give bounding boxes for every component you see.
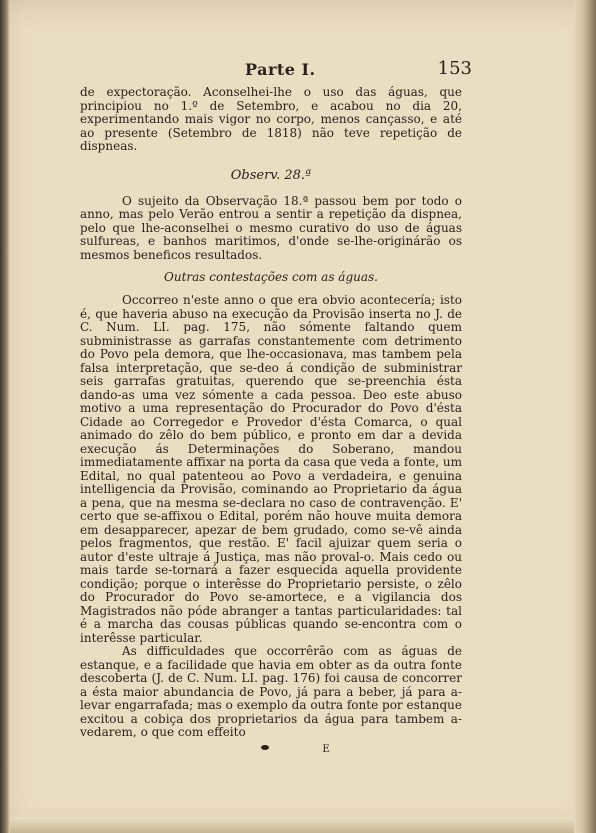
paragraph-1: de expectoração. Aconselhei-lhe o uso das águas, que principiou no 1.º de Setembro, e acabou no dia 20, experimentando mais vigor no corpo, menos cançasso, e até ao presente (Setembro de 1818) não teve repetição de dispneas. xyxy=(80,85,462,153)
page-right-edge xyxy=(574,0,596,833)
ink-dot xyxy=(261,745,269,750)
paragraph-3: Occorreo n'este anno o que era obvio acontecería; isto é, que haveria abuso na execução da Provisão inserta no J. de C. Num. LI. pag. 175, não sómente faltando quem subministrasse as garrafas constantemente com detrimento do Povo pela demora, que lhe-occasionava, mas tambem pela falsa interpretação, que se-deo á condição de subministrar seis garrafas gratuitas, querendo que se-preenchia ésta dando-as uma vez sómente a cada pessoa. Deo este abuso motivo a uma representação do Procurador do Povo d'ésta Cidade ao Corregedor e Provedor d'ésta Comarca, o qual animado do zêlo do bem público, e pronto em dar a devida execução ás Determinações do Soberano, mandou immediatamente affixar na porta da casa que veda a fonte, um Edital, no qual patenteou ao Povo a verdadeira, e genuina intelligencia da Provisão, cominando ao Proprietario da água a pena, que na mesma se-declara no caso de contravenção. E' certo que se-affixou o Edital, porém não houve muita demora em desapparecer, apezar de bem grudado, como se-vê ainda pelos fragmentos, que restão. E' facil ajuizar quem seria o autor d'este ultraje á Justiça, mas não proval-o. Mais cedo ou mais tarde se-tornará a fazer esquecida aquella providente condição; porque o interêsse do Proprietario persiste, o zêlo do Procurador do Povo se-amortece, e a vigilancia dos Magistrados não póde abranger a tantas particularidades: tal é a marcha das cousas públicas quando se-encontra com o interêsse particular. xyxy=(80,293,462,645)
page-bottom-edge xyxy=(10,817,574,833)
running-title: Parte I. xyxy=(245,60,316,79)
text-block xyxy=(80,58,472,755)
paragraph-4: As difficuldades que occorrêrão com as águas de estanque, e a facilidade que havia em obter as da outra fonte descoberta (J. de C. Num. LI. pag. 176) foi causa de concorrer a ésta maior abundancia de Povo, já para a beber, já para a-levar engarrafada; mas o exemplo da outra fonte por estanque excitou a cobiça dos proprietarios da água para tambem a-vedarem, o que com effeito xyxy=(80,644,462,739)
page-header xyxy=(80,58,472,86)
observation-heading: Observ. 28.ª xyxy=(230,167,312,183)
signature-mark: E xyxy=(322,743,330,755)
page-left-edge xyxy=(0,0,10,833)
paragraph-2: O sujeito da Observação 18.ª passou bem por todo o anno, mas pelo Verão entrou a sentir a repetição da dispnea, pelo que lhe-aconselhei o mesmo curativo do uso de águas sulfureas, e banhos maritimos, d'onde se-lhe-originárão os mesmos beneficos resultados. xyxy=(80,193,462,262)
section-heading: Outras contestações com as águas. xyxy=(164,270,378,284)
page-number: 153 xyxy=(437,58,472,79)
